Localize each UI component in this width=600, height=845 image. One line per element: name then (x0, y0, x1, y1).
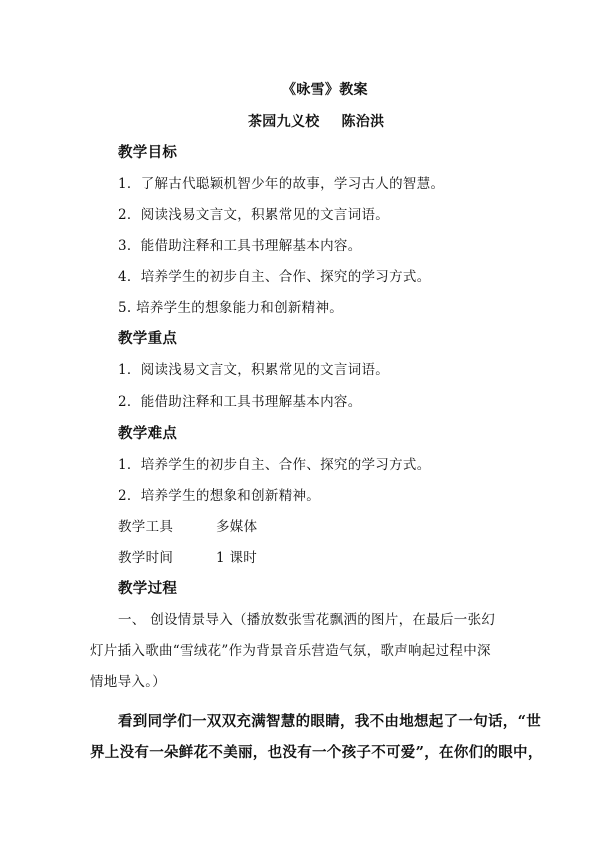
process-heading: 教学过程 (118, 580, 178, 597)
goal-item: 2．阅读浅易文言文，积累常见的文言词语。 (118, 207, 390, 223)
goal-item: 5. 培养学生的想象能力和创新精神。 (118, 300, 344, 316)
process-intro-line: 情地导入。） (90, 674, 167, 690)
goals-heading: 教学目标 (118, 144, 178, 161)
author-line (248, 112, 384, 132)
doc-title: 《咏雪》教案 (282, 82, 368, 98)
goal-item: 4．培养学生的初步自主、合作、探究的学习方式。 (118, 269, 431, 285)
time-value: 1 课时 (216, 550, 258, 566)
process-intro-line: 灯片插入歌曲“雪绒花”作为背景音乐营造气氛，歌声响起过程中深 (90, 643, 491, 659)
key-points-heading: 教学重点 (118, 330, 178, 347)
author-name: 陈治洪 (341, 114, 385, 130)
key-point-item: 1．阅读浅易文言文，积累常见的文言词语。 (118, 362, 390, 378)
process-paragraph-line: 界上没有一朵鲜花不美丽，也没有一个孩子不可爱”，在你们的眼中， (90, 744, 543, 761)
tools-row (118, 517, 257, 537)
tools-label: 教学工具 (118, 519, 174, 535)
process-paragraph-line: 看到同学们一双双充满智慧的眼睛，我不由地想起了一句话，“世 (118, 713, 542, 730)
difficulty-item: 2．培养学生的想象和创新精神。 (118, 488, 321, 504)
difficulties-heading: 教学难点 (118, 425, 178, 442)
key-point-item: 2．能借助注释和工具书理解基本内容。 (118, 394, 362, 410)
time-label: 教学时间 (118, 550, 174, 566)
goal-item: 3．能借助注释和工具书理解基本内容。 (118, 238, 362, 254)
tools-value: 多媒体 (216, 519, 258, 535)
difficulty-item: 1．培养学生的初步自主、合作、探究的学习方式。 (118, 457, 431, 473)
time-row (118, 548, 257, 568)
goal-item: 1．了解古代聪颖机智少年的故事，学习古人的智慧。 (118, 176, 445, 192)
process-intro-line: 一、 创设情景导入（播放数张雪花飘洒的图片，在最后一张幻 (118, 612, 496, 628)
school-name: 茶园九义校 (248, 114, 320, 130)
